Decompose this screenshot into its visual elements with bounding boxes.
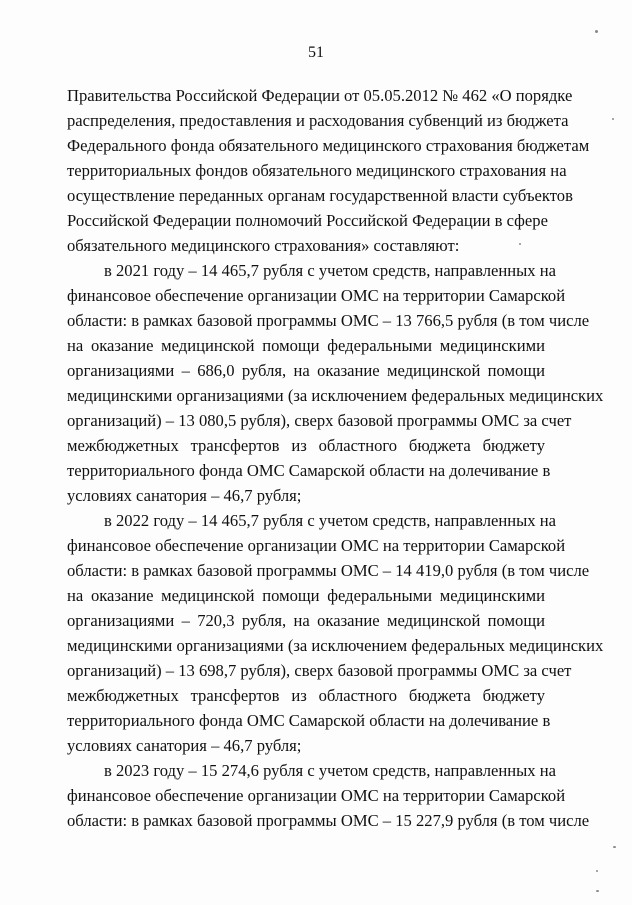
paragraph-start-line: в 2021 году – 14 465,7 рубля с учетом средств, направленных на [104,261,556,280]
text-line: на оказание медицинской помощи федеральными медицинскими [67,336,545,355]
text-line: финансовое обеспечение организации ОМС на территории Самарской [67,286,566,305]
scan-speck [595,30,598,33]
text-line: межбюджетных трансфертов из областного бюджета бюджету [67,686,545,705]
text-line: Российской Федерации полномочий Российской Федерации в сфере [67,211,548,230]
scan-speck [596,890,599,892]
text-line: области: в рамках базовой программы ОМС – 15 227,9 рубля (в том числе [67,811,590,830]
text-line: территориального фонда ОМС Самарской области на долечивание в [67,461,551,480]
text-line: медицинскими организациями (за исключением федеральных медицинских [67,386,604,405]
scan-speck [612,118,614,120]
text-line: финансовое обеспечение организации ОМС на территории Самарской [67,786,566,805]
text-line: условиях санатория – 46,7 рубля; [67,486,302,505]
text-line: Правительства Российской Федерации от 05.05.2012 № 462 «О порядке [67,86,573,105]
text-line: организациями – 686,0 рубля, на оказание медицинской помощи [67,361,545,380]
text-line: условиях санатория – 46,7 рубля; [67,736,302,755]
scan-speck [613,846,616,848]
paragraph-start-line: в 2022 году – 14 465,7 рубля с учетом средств, направленных на [104,511,556,530]
text-line: межбюджетных трансфертов из областного бюджета бюджету [67,436,545,455]
text-line: осуществление переданных органам государственной власти субъектов [67,186,573,205]
text-line: обязательного медицинского страхования» составляют: [67,236,460,255]
text-line: территориальных фондов обязательного медицинского страхования на [67,161,567,180]
scan-speck [519,243,521,245]
text-line: медицинскими организациями (за исключением федеральных медицинских [67,636,604,655]
page-number: 51 [308,44,324,61]
text-line: территориального фонда ОМС Самарской области на долечивание в [67,711,551,730]
scan-speck [596,870,598,872]
text-line: Федерального фонда обязательного медицинского страхования бюджетам [67,136,590,155]
text-line: на оказание медицинской помощи федеральными медицинскими [67,586,545,605]
text-line: организаций) – 13 698,7 рубля), сверх базовой программы ОМС за счет [67,661,572,680]
paragraph-start-line: в 2023 году – 15 274,6 рубля с учетом средств, направленных на [104,761,556,780]
text-line: финансовое обеспечение организации ОМС на территории Самарской [67,536,566,555]
text-line: распределения, предоставления и расходования субвенций из бюджета [67,111,569,130]
text-line: организаций) – 13 080,5 рубля), сверх базовой программы ОМС за счет [67,411,572,430]
text-line: организациями – 720,3 рубля, на оказание медицинской помощи [67,611,545,630]
text-line: области: в рамках базовой программы ОМС – 13 766,5 рубля (в том числе [67,311,590,330]
text-line: области: в рамках базовой программы ОМС – 14 419,0 рубля (в том числе [67,561,590,580]
